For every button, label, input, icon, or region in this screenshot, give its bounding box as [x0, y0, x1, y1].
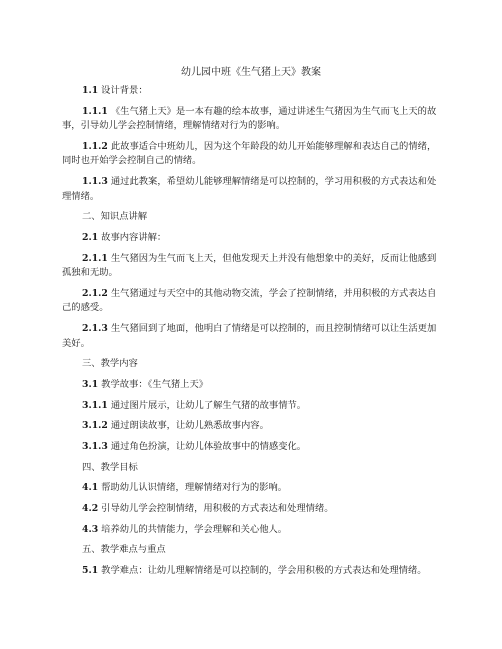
paragraph-text: 二、知识点讲解 [82, 211, 148, 223]
paragraph-number: 3.1.1 [82, 399, 108, 411]
paragraph-text: 引导幼儿学会控制情绪，用积极的方式表达和处理情绪。 [98, 503, 334, 514]
section-heading [62, 440, 442, 455]
paragraph-number: 1.1 [82, 85, 99, 96]
paragraph-text: 培养幼儿的共情能力，学会理解和关心他人。 [98, 523, 288, 535]
section-heading [62, 231, 442, 246]
paragraph-text: 通过角色扮演，让幼儿体验故事中的情感变化。 [107, 440, 307, 452]
paragraph-text: 帮助幼儿认识情绪，理解情绪对行为的影响。 [98, 482, 288, 494]
body-paragraph [62, 564, 442, 579]
paragraph-text: 教学故事：《生气猪上天》 [98, 378, 209, 390]
body-paragraph [62, 140, 442, 169]
paragraph-text: 生气猪因为生气而飞上天，但他发现天上并没有他想象中的美好，反而让他感到孤独和无助。 [62, 252, 437, 279]
paragraph-text: 生气猪通过与天空中的其他动物交流，学会了控制情绪，并用积极的方式表达自己的感受。 [62, 287, 437, 314]
section-heading [62, 378, 442, 393]
body-paragraph [62, 105, 442, 134]
section-heading [62, 84, 442, 99]
paragraph-text: 通过图片展示，让幼儿了解生气猪的故事情节。 [107, 399, 307, 411]
paragraph-text: 三、教学内容 [82, 358, 138, 370]
section-heading [62, 210, 442, 225]
document-title: 幼儿园中班《生气猪上天》教案 [181, 67, 321, 78]
paragraph-text: 通过此教案，希望幼儿能够理解情绪是可以控制的，学习用积极的方式表达和处理情绪。 [62, 176, 437, 202]
section-heading [62, 399, 442, 414]
paragraph-number: 1.1.1 [82, 105, 108, 117]
section-heading [62, 543, 442, 558]
paragraph-text: 通过朗读故事，让幼儿熟悉故事内容。 [107, 420, 269, 432]
paragraph-number: 4.2 [82, 503, 99, 514]
document-body [62, 84, 442, 585]
body-paragraph [62, 175, 442, 204]
paragraph-number: 2.1.3 [82, 323, 108, 334]
body-paragraph [62, 322, 442, 351]
paragraph-number: 4.1 [82, 482, 99, 494]
body-paragraph [62, 252, 442, 281]
paragraph-text: 五、教学难点与重点 [82, 544, 166, 556]
paragraph-number: 1.1.3 [82, 176, 108, 188]
section-heading [62, 357, 442, 372]
paragraph-number: 3.1 [82, 378, 99, 390]
section-heading [62, 461, 442, 476]
paragraph-text: 《生气猪上天》是一本有趣的绘本故事，通过讲述生气猪因为生气而飞上天的故事，引导幼儿学会控制情绪，理解情绪对行为的影响。 [62, 105, 437, 132]
paragraph-text: 此故事适合中班幼儿，因为这个年龄段的幼儿开始能够理解和表达自己的情绪，同时也开始学会控制自己的情绪。 [62, 140, 437, 167]
paragraph-text: 四、教学目标 [82, 461, 138, 473]
section-heading [62, 481, 442, 496]
paragraph-number: 3.1.3 [82, 440, 108, 452]
paragraph-number: 5.1 [82, 565, 99, 577]
paragraph-number: 4.3 [82, 523, 99, 535]
section-heading [62, 502, 442, 517]
paragraph-number: 2.1.2 [82, 287, 108, 299]
paragraph-text: 生气猪回到了地面，他明白了情绪是可以控制的，而且控制情绪可以让生活更加美好。 [62, 323, 437, 349]
paragraph-number: 2.1.1 [82, 252, 108, 264]
paragraph-text: 教学难点：让幼儿理解情绪是可以控制的，学会用积极的方式表达和处理情绪。 [98, 565, 427, 577]
paragraph-number: 1.1.2 [82, 140, 108, 152]
paragraph-text: 故事内容讲解： [98, 231, 167, 243]
paragraph-number: 3.1.2 [82, 420, 108, 432]
body-paragraph [62, 287, 442, 316]
section-heading [62, 419, 442, 434]
paragraph-text: 设计背景： [98, 85, 148, 96]
paragraph-number: 2.1 [82, 231, 99, 243]
section-heading [62, 523, 442, 538]
